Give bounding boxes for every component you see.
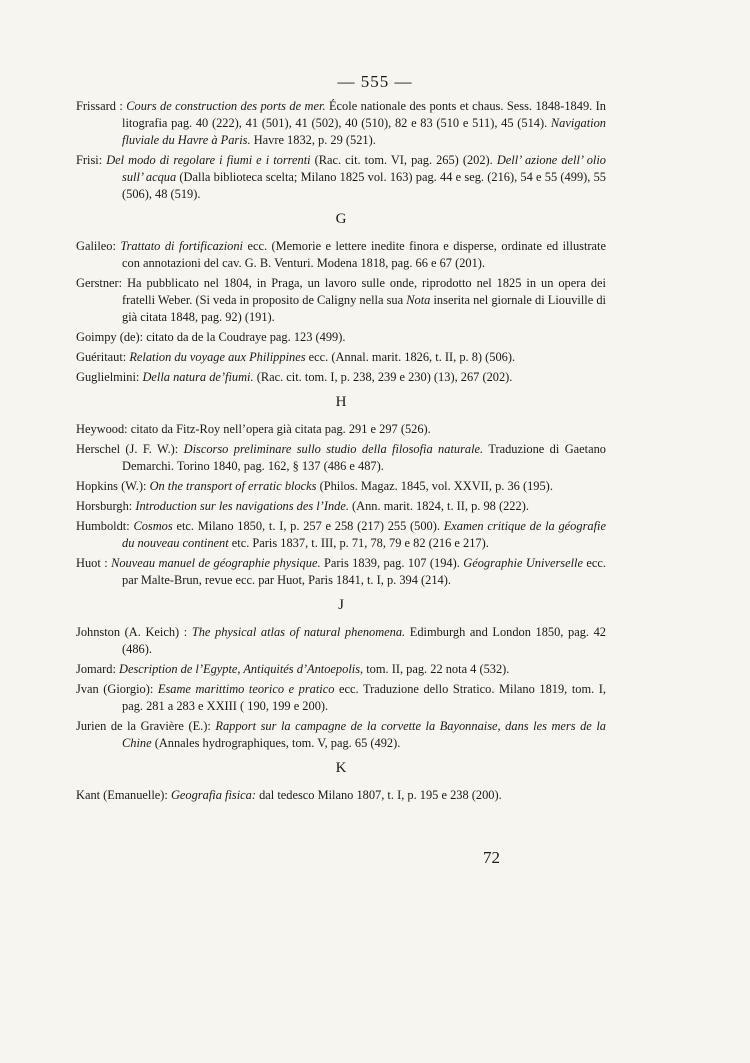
entry-details: ecc. (Annal. marit. 1826, t. II, p. 8) (506). bbox=[305, 350, 516, 364]
bibliography-entry bbox=[76, 498, 606, 515]
entry-author: Gerstner: bbox=[76, 276, 123, 290]
entry-author: Jurien de la Gravière (E.): bbox=[76, 719, 211, 733]
entry-title-secondary: Nota bbox=[406, 293, 431, 307]
entry-author: Frissard : bbox=[76, 99, 123, 113]
entry-author: Hopkins (W.): bbox=[76, 479, 147, 493]
entry-details: Edimburgh and London 1850, pag. 42 (486). bbox=[122, 625, 606, 656]
entry-title: Della natura de’fiumi. bbox=[142, 370, 254, 384]
entry-author: Jvan (Giorgio): bbox=[76, 682, 154, 696]
entry-details: (Ann. marit. 1824, t. II, p. 98 (222). bbox=[348, 499, 529, 513]
bibliography-entry bbox=[76, 329, 606, 346]
bibliography-list bbox=[76, 98, 606, 807]
entry-details: citato da de la Coudraye pag. 123 (499). bbox=[146, 330, 346, 344]
entry-author: Huot : bbox=[76, 556, 108, 570]
entry-author: Heywood: bbox=[76, 422, 128, 436]
bibliography-entry bbox=[76, 275, 606, 326]
entry-details: Ha pubblicato nel 1804, in Praga, un lavoro sulle onde, riprodotto nel 1825 in un opera dei fratelli Weber. (Si veda in proposito de Caligny nella sua bbox=[122, 276, 606, 307]
entry-title-secondary: Examen critique de la géografie du nouveau continent bbox=[122, 519, 606, 550]
entry-author: Herschel (J. F. W.): bbox=[76, 442, 179, 456]
bibliography-entry bbox=[76, 349, 606, 366]
entry-details: citato da Fitz-Roy nell’opera già citata pag. 291 e 297 (526). bbox=[130, 422, 431, 436]
entry-details: ecc. (Memorie e lettere inedite finora e disperse, ordinate ed illustrate con annotazioni del cav. G. B. Venturi. Modena 1818, pag. 66 e 67 (201). bbox=[122, 239, 606, 270]
entry-title: Introduction sur les navigations des l’Inde. bbox=[135, 499, 349, 513]
entry-author: Kant (Emanuelle): bbox=[76, 788, 168, 802]
entry-details: École nationale des ponts et chaus. Sess. 1848-1849. In litografia pag. 40 (222), 41 (501), 41 (502), 40 (510), 82 e 83 (510 e 511), 45 (514). bbox=[122, 99, 606, 130]
entry-title: Cosmos bbox=[133, 519, 173, 533]
entry-author: Humboldt: bbox=[76, 519, 130, 533]
entry-title: Discorso preliminare sullo studio della filosofia naturale. bbox=[183, 442, 484, 456]
entry-author: Goimpy (de): bbox=[76, 330, 144, 344]
entry-title: On the transport of erratic blocks bbox=[149, 479, 317, 493]
entry-details-secondary: Havre 1832, p. 29 (521). bbox=[250, 133, 376, 147]
entry-details-secondary: (Dalla biblioteca scelta; Milano 1825 vol. 163) pag. 44 e seg. (216), 54 e 55 (499), 55 (506), 48 (519). bbox=[122, 170, 606, 201]
entry-title-secondary: Dell’ azione dell’ olio sull’ acqua bbox=[122, 153, 606, 184]
entry-details: (Philos. Magaz. 1845, vol. XXVII, p. 36 (195). bbox=[316, 479, 553, 493]
entry-author: Johnston (A. Keich) : bbox=[76, 625, 188, 639]
entry-author: Galileo: bbox=[76, 239, 116, 253]
bibliography-entry bbox=[76, 478, 606, 495]
entry-title: Rapport sur la campagne de la corvette la Bayonnaise, dans les mers de la Chine bbox=[122, 719, 606, 750]
bibliography-entry bbox=[76, 369, 606, 386]
entry-author: Guglielmini: bbox=[76, 370, 140, 384]
entry-details-secondary: ecc. par Malte-Brun, revue ecc. par Huot, Paris 1841, t. I, p. 394 (214). bbox=[122, 556, 606, 587]
entry-title: Trattato di fortificazioni bbox=[120, 239, 243, 253]
entry-details: (Rac. cit. tom. I, p. 238, 239 e 230) (13), 267 (202). bbox=[253, 370, 513, 384]
entry-title-secondary: Géographie Universelle bbox=[463, 556, 583, 570]
bibliography-entry bbox=[76, 518, 606, 552]
bibliography-entry bbox=[76, 98, 606, 149]
entry-title: Description de l’Egypte, Antiquités d’Antoepolis, bbox=[119, 662, 364, 676]
entry-title: Del modo di regolare i fiumi e i torrenti bbox=[106, 153, 311, 167]
entry-title: Geografia fisica: bbox=[170, 788, 256, 802]
entry-author: Horsburgh: bbox=[76, 499, 133, 513]
entry-author: Jomard: bbox=[76, 662, 116, 676]
bibliography-entry bbox=[76, 661, 606, 678]
signature-mark: 72 bbox=[483, 848, 500, 867]
entry-title: Nouveau manuel de géographie physique. bbox=[111, 556, 321, 570]
entry-details: (Annales hydrographiques, tom. V, pag. 65 (492). bbox=[151, 736, 401, 750]
bibliography-entry bbox=[76, 555, 606, 589]
page-number: — 555 — bbox=[337, 72, 413, 91]
entry-details: tom. II, pag. 22 nota 4 (532). bbox=[363, 662, 510, 676]
bibliography-entry bbox=[76, 421, 606, 438]
entry-title: Cours de construction des ports de mer. bbox=[126, 99, 326, 113]
bibliography-entry bbox=[76, 681, 606, 715]
section-letter: G bbox=[335, 211, 347, 227]
entry-title: Relation du voyage aux Philippines bbox=[129, 350, 306, 364]
entry-author: Frisi: bbox=[76, 153, 103, 167]
entry-details-secondary: etc. Paris 1837, t. III, p. 71, 78, 79 e 82 (216 e 217). bbox=[228, 536, 489, 550]
bibliography-entry bbox=[76, 152, 606, 203]
section-letter: J bbox=[338, 597, 344, 613]
bibliography-entry bbox=[76, 718, 606, 752]
entry-details: (Rac. cit. tom. VI, pag. 265) (202). bbox=[310, 153, 497, 167]
entry-title-secondary: Navigation fluviale du Havre à Paris. bbox=[122, 116, 606, 147]
entry-details: Paris 1839, pag. 107 (194). bbox=[320, 556, 464, 570]
bibliography-entry bbox=[76, 238, 606, 272]
entry-details: dal tedesco Milano 1807, t. I, p. 195 e 238 (200). bbox=[255, 788, 502, 802]
section-letter: H bbox=[335, 394, 347, 410]
bibliography-entry bbox=[76, 624, 606, 658]
entry-title: Esame marittimo teorico e pratico bbox=[157, 682, 335, 696]
entry-author: Guéritaut: bbox=[76, 350, 127, 364]
section-letter: K bbox=[335, 760, 347, 776]
entry-details-secondary: inserita nel giornale di Liouville di già citata 1848, pag. 92) (191). bbox=[122, 293, 606, 324]
entry-details: Traduzione di Gaetano Demarchi. Torino 1840, pag. 162, § 137 (486 e 487). bbox=[122, 442, 606, 473]
bibliography-entry bbox=[76, 787, 606, 804]
entry-title: The physical atlas of natural phenomena. bbox=[191, 625, 406, 639]
entry-details: etc. Milano 1850, t. I, p. 257 e 258 (217) 255 (500). bbox=[172, 519, 444, 533]
bibliography-entry bbox=[76, 441, 606, 475]
entry-details: ecc. Traduzione dello Stratico. Milano 1819, tom. I, pag. 281 a 283 e XXIII ( 190, 199 e 200). bbox=[122, 682, 606, 713]
